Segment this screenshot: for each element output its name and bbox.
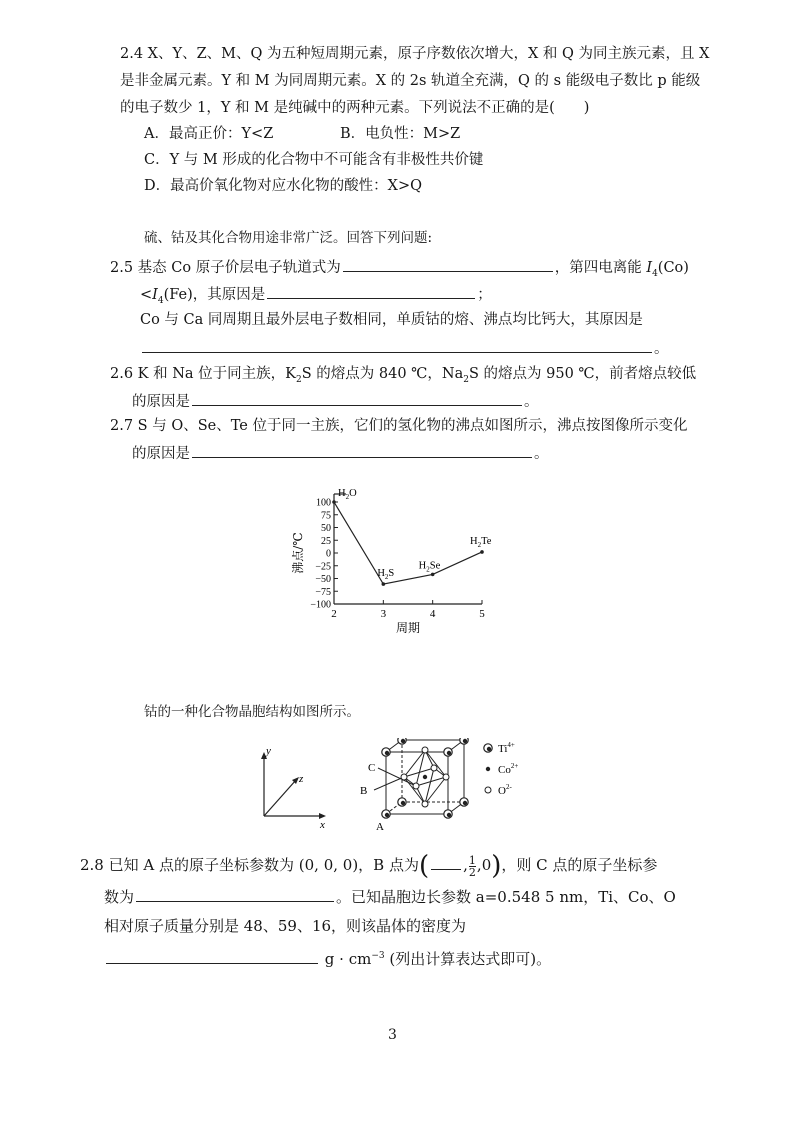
legend-ti-shade <box>487 747 491 751</box>
q25-text-b5: ； <box>477 287 492 303</box>
atom-shade <box>401 739 405 743</box>
z-axis-line <box>264 780 296 816</box>
q25-ionization-sub: 4 <box>652 268 658 279</box>
q28-text-a3: ,0 <box>476 856 492 874</box>
q26-blank-reason[interactable] <box>192 390 522 406</box>
crystal-legend <box>484 741 519 797</box>
y-axis-label: y <box>266 745 271 757</box>
q28-line1 <box>80 850 657 880</box>
o-atom <box>401 774 407 780</box>
legend-co-marker <box>486 767 490 771</box>
q26-number: 2.6 <box>110 366 134 382</box>
legend-co-label <box>498 762 518 776</box>
q26-text-b2: 。 <box>524 394 539 410</box>
q28-text-d3: (列出计算表达式即可)。 <box>389 950 552 968</box>
section-intro-crystal: 钴的一种化合物晶胞结构如图所示。 <box>144 704 360 720</box>
x-tick-label: 2 <box>331 608 337 620</box>
boiling-point-series-line <box>334 502 482 584</box>
y-tick-label: −100 <box>310 599 331 611</box>
q27-text-b2: 。 <box>534 446 549 462</box>
q25-line3: Co 与 Ca 同周期且最外层电子数相同，单质钴的熔、沸点均比钙大，其原因是 <box>140 312 643 328</box>
q28-text-a1: 已知 A 点的原子坐标参数为 (0, 0, 0)，B 点为 <box>108 856 419 874</box>
q24-option-d: D．最高价氧化物对应水化物的酸性：X>Q <box>144 178 422 194</box>
o-atom <box>422 801 428 807</box>
q26-line1 <box>110 364 696 390</box>
atom-shade <box>385 751 389 755</box>
y-tick-label: −25 <box>315 561 331 573</box>
q25-text-a2: ，第四电离能 <box>554 260 642 276</box>
q28-text-b1: 数为 <box>104 888 135 906</box>
q24-option-b: B．电负性：M>Z <box>340 126 461 142</box>
crystal-cell-figure <box>250 738 550 838</box>
q28-line3: 相对原子质量分别是 48、59、16，则该晶体的密度为 <box>104 917 467 935</box>
q28-paren-close: ) <box>491 851 502 881</box>
coordinate-axes <box>261 745 326 831</box>
legend-o-label <box>498 783 512 797</box>
q26-text-a3: S 的熔点为 840 ℃，Na <box>301 366 464 382</box>
q25-text-b1: < <box>140 287 153 303</box>
q24-option-c: C．Y 与 M 形成的化合物中不可能含有非极性共价键 <box>144 152 484 168</box>
q28-comma: , <box>463 856 468 874</box>
boiling-point-chart <box>282 480 522 650</box>
data-point <box>480 550 484 554</box>
q24-stem-line1: 2.4 X、Y、Z、M、Q 为五种短周期元素，原子序数依次增大，X 和 Q 为同主族元素，且 X <box>120 46 710 62</box>
x-tick-label: 4 <box>429 608 436 620</box>
q25-line1 <box>110 256 689 284</box>
q26-text-a1: K 和 Na 位于同主族，K <box>137 366 296 382</box>
data-point-label: $H_2Se$ <box>418 560 441 574</box>
q28-fraction-den: 2 <box>468 865 476 879</box>
data-point-label: $H_2Te$ <box>470 535 492 549</box>
x-tick-label: 5 <box>479 608 485 620</box>
q28-unit: g · cm <box>324 950 372 968</box>
q25-blank-orbital[interactable] <box>343 256 553 272</box>
x-axis-label: x <box>320 819 325 831</box>
atom-shade <box>463 739 467 743</box>
legend-ti-charge: 4+ <box>507 741 515 749</box>
q28-blank-density[interactable] <box>106 948 318 964</box>
q28-unit-exp: −3 <box>371 951 385 961</box>
q28-text-a4: ，则 C 点的原子坐标参 <box>501 856 658 874</box>
legend-co-charge: 2+ <box>510 762 519 770</box>
q27-line1 <box>110 416 687 436</box>
q25-line4 <box>140 337 669 359</box>
o-atom <box>431 765 437 771</box>
q26-sub-1: 2 <box>296 374 302 385</box>
data-point-label: $H_2S$ <box>377 568 395 582</box>
q25-number: 2.5 <box>110 260 134 276</box>
o-atom <box>443 774 449 780</box>
x-axis-title: 周期 <box>395 621 421 635</box>
legend-ti-text: Ti <box>498 743 508 755</box>
crystal-cell-svg <box>250 738 550 838</box>
pointer-line-c <box>378 768 416 786</box>
q27-number: 2.7 <box>110 418 134 434</box>
data-point <box>332 500 336 504</box>
page-number: 3 <box>388 1027 397 1043</box>
q25-text-d1: 。 <box>654 341 669 357</box>
x-tick-label: 3 <box>380 608 387 620</box>
q26-sub-2: 2 <box>463 374 469 385</box>
q28-number: 2.8 <box>80 856 104 874</box>
q27-line2 <box>132 442 549 464</box>
point-label-c: C <box>368 762 376 774</box>
point-label-b: B <box>360 785 368 797</box>
atom-shade <box>401 801 405 805</box>
y-tick-label: 50 <box>321 523 331 534</box>
data-point <box>382 582 386 586</box>
q28-line2 <box>104 886 676 907</box>
y-axis-title: 沸点/℃ <box>291 532 305 574</box>
octahedron-edge <box>425 750 446 777</box>
y-tick-label: −75 <box>315 586 331 598</box>
data-point <box>431 573 435 577</box>
section-intro-sulfur-cobalt: 硫、钴及其化合物用途非常广泛。回答下列问题: <box>144 230 433 246</box>
q24-option-a: A．最高正价：Y<Z <box>144 126 274 142</box>
q24-stem-line2: 是非金属元素。Y 和 M 为同周期元素。X 的 2s 轨道全充满，Q 的 s 能级电子数比 p 能级 <box>120 73 701 89</box>
y-tick-label: 0 <box>326 548 331 560</box>
q25-text-a1: 基态 Co 原子价层电子轨道式为 <box>137 260 341 276</box>
o-atom <box>422 747 428 753</box>
y-tick-label: 25 <box>321 535 331 547</box>
legend-o-charge: 2- <box>505 783 512 791</box>
pointer-line-b <box>374 777 404 790</box>
q27-text-b1: 的原因是 <box>132 446 190 462</box>
o-atom <box>413 783 419 789</box>
q25-ionization-sub-2: 4 <box>157 295 164 306</box>
q25-text-a5: (Co) <box>657 260 689 276</box>
q28-fraction-half <box>469 855 476 878</box>
octahedron-edge <box>404 777 425 804</box>
y-tick-label: 100 <box>316 497 331 509</box>
atom-shade <box>463 801 467 805</box>
atom-shade <box>447 813 451 817</box>
q24-stem-line3: 的电子数少 1，Y 和 M 是纯碱中的两种元素。下列说法不正确的是( ) <box>120 100 590 116</box>
q26-line2 <box>132 390 539 412</box>
co-atom <box>423 775 427 779</box>
q28-blank-c-coords[interactable] <box>136 886 334 902</box>
atom-shade <box>447 751 451 755</box>
q28-text-b2: 。已知晶胞边长参数 a=0.548 5 nm，Ti、Co、O <box>336 888 676 906</box>
legend-co-text: Co <box>498 764 511 776</box>
q26-text-b1: 的原因是 <box>132 394 190 410</box>
y-tick-label: 75 <box>321 510 331 522</box>
boiling-point-chart-svg <box>282 480 522 650</box>
legend-ti-label <box>498 741 515 755</box>
q28-line4 <box>104 946 551 969</box>
point-label-a: A <box>376 821 384 833</box>
q25-blank-reason1[interactable] <box>267 283 475 299</box>
q25-line2 <box>140 283 492 311</box>
q25-ionization-symbol-2: I <box>152 287 158 303</box>
q25-ionization-symbol: I <box>646 260 653 276</box>
data-point-label: $H_2O$ <box>338 488 357 501</box>
z-axis-label: z <box>299 773 304 785</box>
q28-fraction-num: 1 <box>468 853 476 867</box>
legend-o-text: O <box>498 785 506 797</box>
q25-blank-reason2[interactable] <box>142 337 652 353</box>
q25-text-b4: (Fe)，其原因是 <box>163 287 266 303</box>
q27-blank-reason[interactable] <box>192 442 532 458</box>
q26-text-a5: S 的熔点为 950 ℃，前者熔点较低 <box>468 366 697 382</box>
q28-blank-b-x[interactable] <box>431 854 461 870</box>
atom-shade <box>385 813 389 817</box>
q27-text-a1: S 与 O、Se、Te 位于同一主族，它们的氢化物的沸点如图所示，沸点按图像所示变化 <box>137 418 688 434</box>
legend-o-marker <box>485 787 491 793</box>
y-tick-label: −50 <box>315 574 331 585</box>
q28-paren-open: ( <box>418 851 430 881</box>
